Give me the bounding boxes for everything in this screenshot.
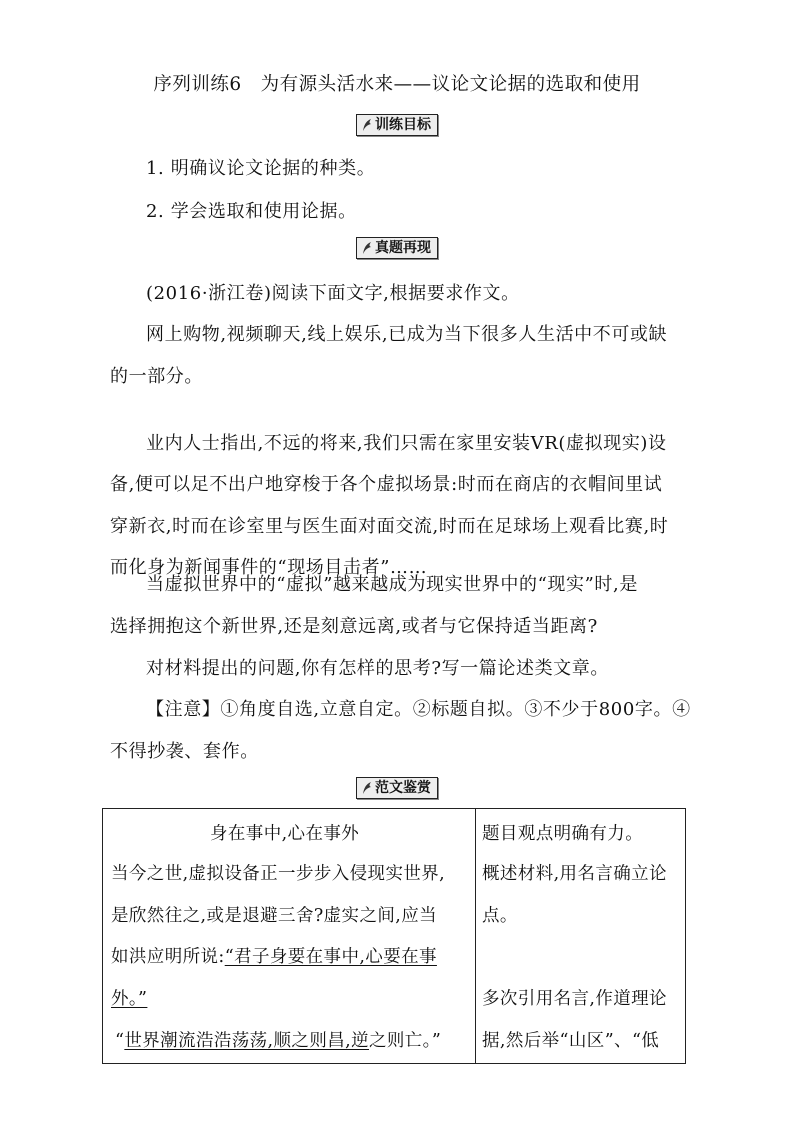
quill-icon bbox=[361, 118, 373, 132]
exam-source-line: (2016·浙江卷)阅读下面文字,根据要求作文。 bbox=[146, 283, 520, 304]
section-tag-sample bbox=[356, 777, 438, 799]
quill-icon bbox=[361, 781, 373, 795]
essay-text: “ bbox=[115, 1031, 125, 1051]
goal-item: 1. 明确议论文论据的种类。 bbox=[146, 158, 376, 179]
essay-text: 之则亡。” bbox=[368, 1031, 442, 1051]
exam-text-line: 当虚拟世界中的“虚拟”越来越成为现实世界中的“现实”时,是 bbox=[146, 574, 638, 595]
essay-line bbox=[111, 985, 147, 1010]
comment-line: 多次引用名言,作道理论 bbox=[482, 989, 667, 1009]
essay-line: 是欣然往之,或是退避三舍?虚实之间,应当 bbox=[111, 906, 438, 926]
underlined-quote: “君子身要在事中,心要在事 bbox=[224, 947, 437, 967]
exam-text-line: 穿新衣,时而在诊室里与医生面对面交流,时而在足球场上观看比赛,时 bbox=[110, 516, 669, 537]
essay-line: 当今之世,虚拟设备正一步步入侵现实世界, bbox=[111, 864, 446, 884]
underlined-quote: 外。” bbox=[111, 989, 148, 1009]
essay-heading: 身在事中,心在事外 bbox=[210, 824, 360, 844]
section-label: 真题再现 bbox=[375, 240, 431, 256]
essay-text: 如洪应明所说: bbox=[111, 947, 225, 967]
essay-line bbox=[115, 1027, 441, 1052]
comment-line: 概述材料,用名言确立论 bbox=[482, 864, 667, 884]
exam-text-line: 业内人士指出,不远的将来,我们只需在家里安装VR(虚拟现实)设 bbox=[146, 433, 667, 454]
exam-text-line: 选择拥抱这个新世界,还是刻意远离,或者与它保持适当距离? bbox=[110, 616, 598, 637]
exam-note-line: 不得抄袭、套作。 bbox=[110, 741, 259, 762]
quill-icon bbox=[361, 241, 373, 255]
exam-text-line: 而化身为新闻事件的“现场目击者”…… bbox=[110, 557, 428, 578]
section-tag-exam bbox=[356, 237, 438, 259]
exam-text-line: 备,便可以足不出户地穿梭于各个虚拟场景:时而在商店的衣帽间里试 bbox=[110, 474, 663, 495]
exam-note-line: 【注意】①角度自选,立意自定。②标题自拟。③不少于800字。④ bbox=[146, 699, 691, 720]
comment-line: 据,然后举“山区”、“低 bbox=[482, 1031, 660, 1051]
underlined-quote: 世界潮流浩浩荡荡,顺之则昌,逆 bbox=[124, 1031, 369, 1051]
comment-line: 题目观点明确有力。 bbox=[482, 824, 644, 844]
comment-line: 点。 bbox=[482, 906, 518, 926]
section-tag-goals bbox=[356, 114, 438, 136]
section-label: 范文鉴赏 bbox=[375, 780, 431, 796]
sample-essay-table bbox=[102, 808, 686, 1064]
essay-line bbox=[111, 943, 437, 968]
goal-item: 2. 学会选取和使用论据。 bbox=[146, 201, 357, 222]
page-title: 序列训练6 为有源头活水来——议论文论据的选取和使用 bbox=[153, 74, 641, 95]
exam-text-line: 网上购物,视频聊天,线上娱乐,已成为当下很多人生活中不可或缺 bbox=[146, 324, 668, 345]
exam-text-line: 的一部分。 bbox=[110, 366, 203, 387]
exam-prompt-line: 对材料提出的问题,你有怎样的思考?写一篇论述类文章。 bbox=[146, 658, 609, 679]
section-label: 训练目标 bbox=[375, 117, 431, 133]
table-column-divider bbox=[475, 808, 476, 1064]
